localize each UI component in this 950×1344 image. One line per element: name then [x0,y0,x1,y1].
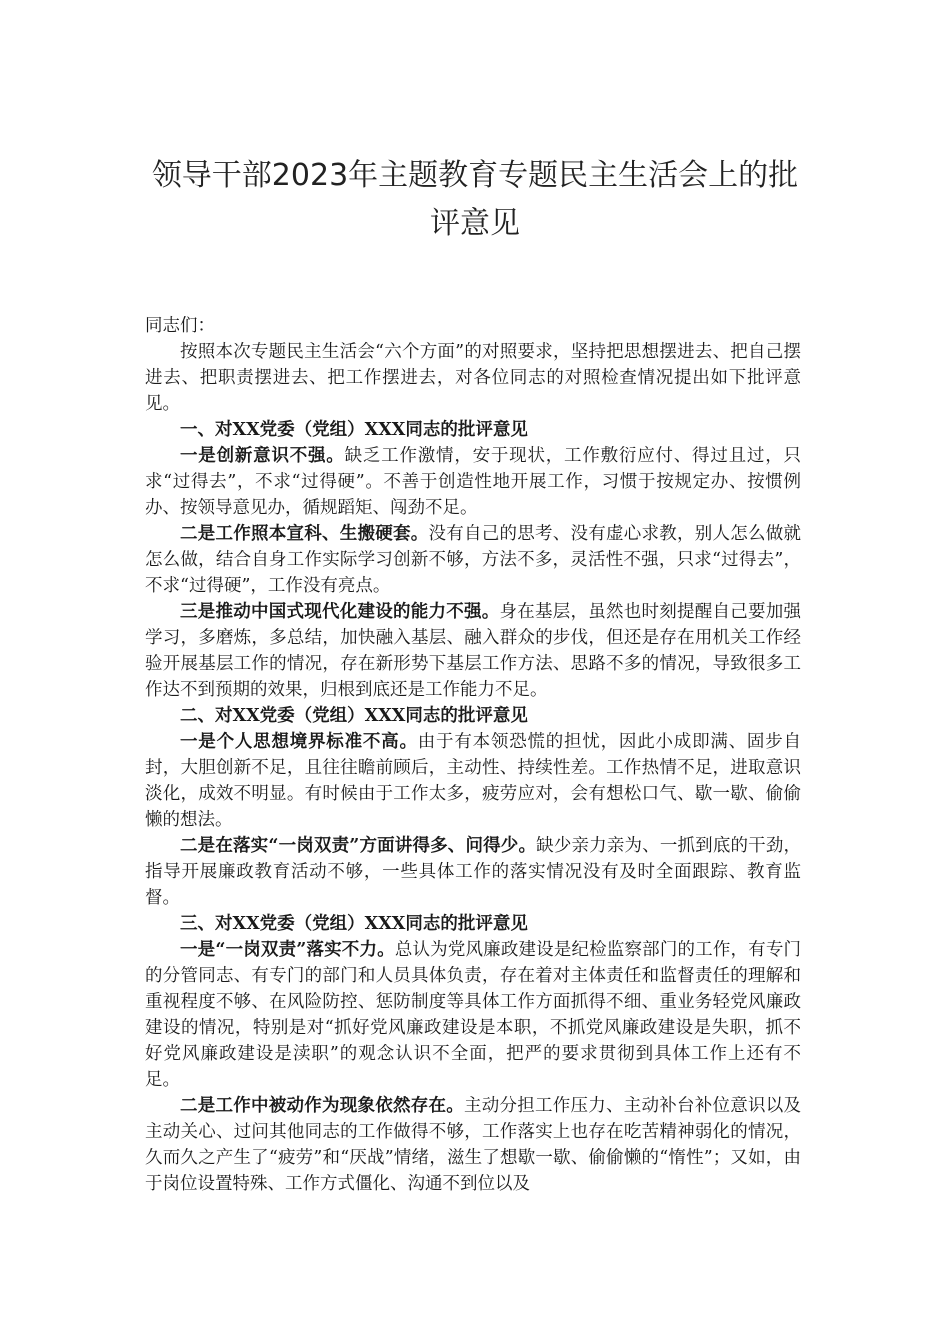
section-heading: 一、对XX党委（党组）XXX同志的批评意见 [180,420,528,440]
critique-paragraph [145,443,801,521]
critique-lead: 二是工作中被动作为现象依然存在。 [180,1096,464,1116]
critique-text: 总认为党风廉政建设是纪检监察部门的工作，有专门的分管同志、有专门的部门和人员具体负责，存在着对主体责任和监督责任的理解和重视程度不够、在风险防控、惩防制度等具体工作方面抓得不细、重业务轻党风廉政建设的情况，特别是对“抓好党风廉政建设是本职，不抓党风廉政建设是失职，抓不好党风廉政建设是渎职”的观念认识不全面，把严的要求贯彻到具体工作上还有不足。 [145,940,801,1090]
critique-lead: 二是工作照本宣科、生搬硬套。 [180,524,429,544]
critique-paragraph [145,833,801,911]
critique-lead: 一是创新意识不强。 [180,446,345,466]
critique-text: 没有自己的思考、没有虚心求教，别人怎么做就怎么做，结合自身工作实际学习创新不够，方法不多，灵活性不强，只求“过得去”，不求“过得硬”，工作没有亮点。 [145,524,801,596]
critique-paragraph [145,729,801,833]
critique-paragraph [145,599,801,703]
critique-text: 主动分担工作压力、主动补台补位意识以及主动关心、过问其他同志的工作做得不够，工作落实上也存在吃苦精神弱化的情况，久而久之产生了“疲劳”和“厌战”情绪，滋生了想歇一歇、偷偷懒的“惰性”；又如，由于岗位设置特殊、工作方式僵化、沟通不到位以及 [145,1096,801,1194]
critique-lead: 一是个人思想境界标准不高。 [180,732,418,752]
critique-text: 缺少亲力亲为、一抓到底的干劲，指导开展廉政教育活动不够，一些具体工作的落实情况没有及时全面跟踪、教育监督。 [145,836,801,908]
greeting: 同志们： [145,316,215,336]
critique-text: 缺乏工作激情，安于现状，工作敷衍应付、得过且过，只求“过得去”，不求“过得硬”。不善于创造性地开展工作，习惯于按规定办、按惯例办、按领导意见办，循规蹈矩、闯劲不足。 [145,446,802,518]
critique-lead: 三是推动中国式现代化建设的能力不强。 [180,602,500,622]
critique-lead: 一是“一岗双责”落实不力。 [180,940,395,960]
critique-lead: 二是在落实“一岗双责”方面讲得多、问得少。 [180,836,537,856]
document-title: 领导干部2023年主题教育专题民主生活会上的批评意见 [151,158,799,241]
critique-text: 身在基层，虽然也时刻提醒自己要加强学习，多磨炼，多总结，加快融入基层、融入群众的步伐，但还是存在用机关工作经验开展基层工作的情况，存在新形势下基层工作方法、思路不多的情况，导致很多工作达不到预期的效果，归根到底还是工作能力不足。 [145,602,801,700]
critique-paragraph [145,937,801,1093]
critique-text: 由于有本领恐慌的担忧，因此小成即满、固步自封，大胆创新不足，且往往瞻前顾后，主动性、持续性差。工作热情不足，进取意识淡化，成效不明显。有时候由于工作太多，疲劳应对，会有想松口气、歇一歇、偷偷懒的想法。 [145,732,802,830]
critique-paragraph [145,1093,801,1197]
section-heading: 二、对XX党委（党组）XXX同志的批评意见 [180,706,528,726]
intro-paragraph: 按照本次专题民主生活会“六个方面”的对照要求，坚持把思想摆进去、把自己摆进去、把职责摆进去、把工作摆进去，对各位同志的对照检查情况提出如下批评意见。 [145,342,801,414]
document-body [145,313,801,1197]
section-heading: 三、对XX党委（党组）XXX同志的批评意见 [180,914,528,934]
critique-paragraph [145,521,801,599]
